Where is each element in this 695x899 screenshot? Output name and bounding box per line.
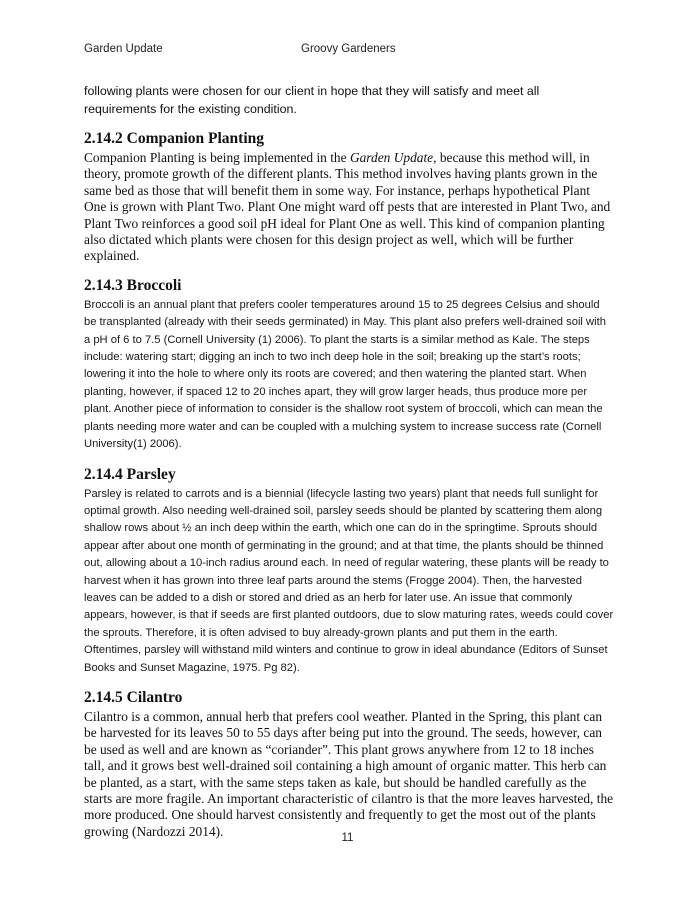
section-heading-broccoli: 2.14.3 Broccoli	[84, 276, 182, 294]
header-right: Groovy Gardeners	[301, 43, 396, 55]
body-text: Companion Planting is being implemented in the	[84, 150, 350, 165]
section-body-broccoli: Broccoli is an annual plant that prefers cooler temperatures around 15 to 25 degrees Celsius and should be transplanted (already with their seeds germinated) in May. This plant also prefers well-drained soil with a pH of 6 to 7.5 (Cornell University (1) 2006). To plant the starts is a similar method as Kale. The steps include: watering start; digging an inch to two inch deep hole in the soil; breaking up the start’s roots; lowering it into the hole to where only its roots are covered; and then watering the planted start. When planting, however, if spaced 12 to 20 inches apart, they will grow larger heads, thus produce more per plant. Another piece of information to consider is the shallow root system of broccoli, which can mean the plants needing more water and can be coupled with a mulching system to increase success rate (Cornell University(1) 2006).	[84, 298, 606, 451]
section-body-companion-planting	[84, 150, 614, 265]
page-number: 11	[341, 832, 354, 844]
section-heading-cilantro: 2.14.5 Cilantro	[84, 688, 183, 706]
section-heading-parsley: 2.14.4 Parsley	[84, 465, 176, 483]
body-text: , because this method will, in theory, promote growth of the different plants. This method involves having plants grown in the same bed as those that will benefit them in some way. For instance, perhaps hypothetical Plant One is grown with Plant Two. Plant One might ward off pests that are interested in Plant Two, and Plant Two reinforces a good soil pH ideal for Plant One as well. This kind of companion planting also dictated which plants were chosen for this design project as well, which will be further explained.	[84, 150, 611, 264]
section-body-cilantro: Cilantro is a common, annual herb that prefers cool weather. Planted in the Spring, this plant can be harvested for its leaves 50 to 55 days after being put into the ground. The seeds, however, can be used as well and are known as “coriander”. This plant grows anywhere from 12 to 18 inches tall, and it grows best well-drained soil containing a high amount of organic matter. This herb can be planted, as a start, with the same steps taken as kale, but should be handled carefully as the starts are more fragile. An important characteristic of cilantro is that the more leaves harvested, the more produced. One should harvest consistently and frequently to get the most out of the plants growing (Nardozzi 2014).	[84, 708, 614, 839]
section-heading-companion-planting: 2.14.2 Companion Planting	[84, 130, 265, 147]
page-content	[84, 82, 614, 840]
intro-paragraph: following plants were chosen for our client in hope that they will satisfy and meet all requirements for the existing condition.	[84, 84, 540, 116]
header-left: Garden Update	[84, 43, 163, 55]
garden-update-title: Garden Update	[349, 150, 434, 165]
section-body-parsley: Parsley is related to carrots and is a biennial (lifecycle lasting two years) plant that needs full sunlight for optimal growth. Also needing well-drained soil, parsley seeds should be planted by scattering them along shallow rows about ½ an inch deep within the earth, which one can do in the springtime. Sprouts should appear after about one month of germinating in the ground; and at that time, the plants should be thinned out, allowing about a 10-inch radius around each. In need of regular watering, these plants will be ready to harvest when it has grown into three leaf parts around the stems (Frogge 2004). Then, the harvested leaves can be added to a dish or stored and dried as an herb for later use. An issue that commonly appears, however, is that if seeds are first planted outdoors, due to slow maturing rates, weeds could cover the sprouts. Therefore, it is often advised to buy already-grown plants and put them in the earth. Oftentimes, parsley will withstand mild winters and continue to grow in ideal abundance (Editors of Sunset Books and Sunset Magazine, 1975. Pg 82).	[84, 487, 614, 674]
